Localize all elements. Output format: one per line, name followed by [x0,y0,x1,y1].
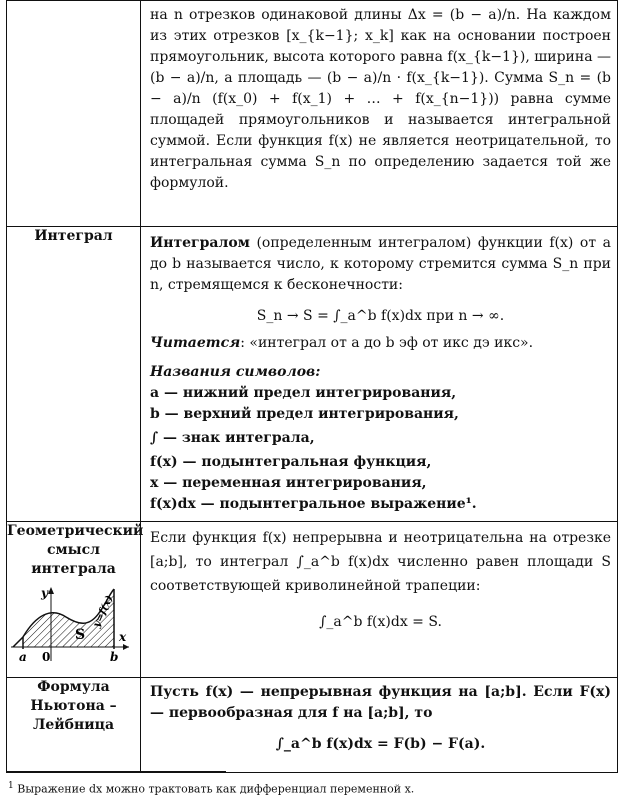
row-title-text: Геометрический [7,523,144,539]
newton-leibniz-text: Пусть f(x) — непрерывная функция на [a;b]. Если F(x) — первообразная для f на [a;b], то [150,684,611,721]
row-title-text: Лейбница [32,717,115,733]
table-row [7,678,618,773]
area-formula: ∫_a^b f(x)dx = S. [319,614,442,630]
integral-sum-paragraph: на n отрезков одинаковой длины Δx = (b − a)/n. На каждом из этих отрезков [x_{k−1}; x_k] как на основании построен прямоугольник, высота которого равна f(x_{k−1}), ширина — (b − a)/n, а площадь — (b − a)/n · f(x_{k−1}). Сумма S_n = (b − a)/n (f(x_0) + f(x_1) + … + f(x_{n−1})) равна сумме площадей прямоугольников и называется интегральной суммой. Если функция f(x) не является неотрицательной, то интегральная сумма S_n по определению задается той же формулой. [150,7,611,191]
x-axis-label: x [119,630,127,644]
row-body-geometric [141,522,618,678]
list-item: a — нижний предел интегрирования, [150,385,457,401]
area-under-curve-graph [11,585,133,663]
list-item: x — переменная интегрирования, [150,475,427,491]
row-body-newton-leibniz [141,678,618,773]
table-row [7,1,618,227]
row-title-empty [7,1,141,227]
footnote-separator [6,771,226,772]
y-axis-label: y [41,586,48,600]
definition-term: Интегралом [150,235,250,251]
integral-table [6,0,618,773]
footnote-text: Выражение dx можно трактовать как дифференциал переменной x. [17,782,415,796]
row-title-text: Интеграл [34,228,113,244]
list-item: f(x) — подынтегральная функция, [150,454,432,470]
list-item: f(x)dx — подынтегральное выражение¹. [150,496,477,512]
symbols-title: Названия символов: [150,364,321,380]
list-item: ∫ — знак интеграла, [150,430,315,446]
row-title-text: смысл [46,542,101,558]
row-title-geometric [7,522,144,678]
footnote [8,779,414,797]
row-title-integral [7,227,141,522]
curve-label: y=f(x) [91,593,116,630]
row-title-newton-leibniz [7,678,141,773]
row-title-text: Ньютона – [30,698,117,714]
read-label: Читается [150,335,241,351]
table-row [7,227,618,522]
row-body-integral-sum [141,1,618,227]
read-text: : «интеграл от a до b эф от икс дэ икс». [240,335,534,351]
footnote-mark: 1 [8,781,14,791]
row-title-text: интеграла [31,561,116,577]
geometric-text: Если функция f(x) непрерывна и неотрицательна на отрезке [a;b], то интеграл ∫_a^b f(x)dx численно равен площади S соответствующей криволинейной трапеции: [150,530,611,594]
b-label: b [110,650,119,663]
area-label: S [75,627,86,643]
origin-label: 0 [42,650,51,663]
table-row [7,522,618,678]
definition-text: (определенным интегралом) функции f(x) от a до b называется число, к которому стремится сумма S_n при n, стремящемся к бесконечности: [150,235,611,293]
row-title-text: Формула [37,679,110,695]
a-label: a [19,650,27,663]
row-body-integral [141,227,618,522]
limit-formula: S_n → S = ∫_a^b f(x)dx при n → ∞. [256,308,505,324]
symbols-list [150,383,611,515]
newton-leibniz-formula: ∫_a^b f(x)dx = F(b) − F(a). [275,736,486,752]
list-item: b — верхний предел интегрирования, [150,406,459,422]
